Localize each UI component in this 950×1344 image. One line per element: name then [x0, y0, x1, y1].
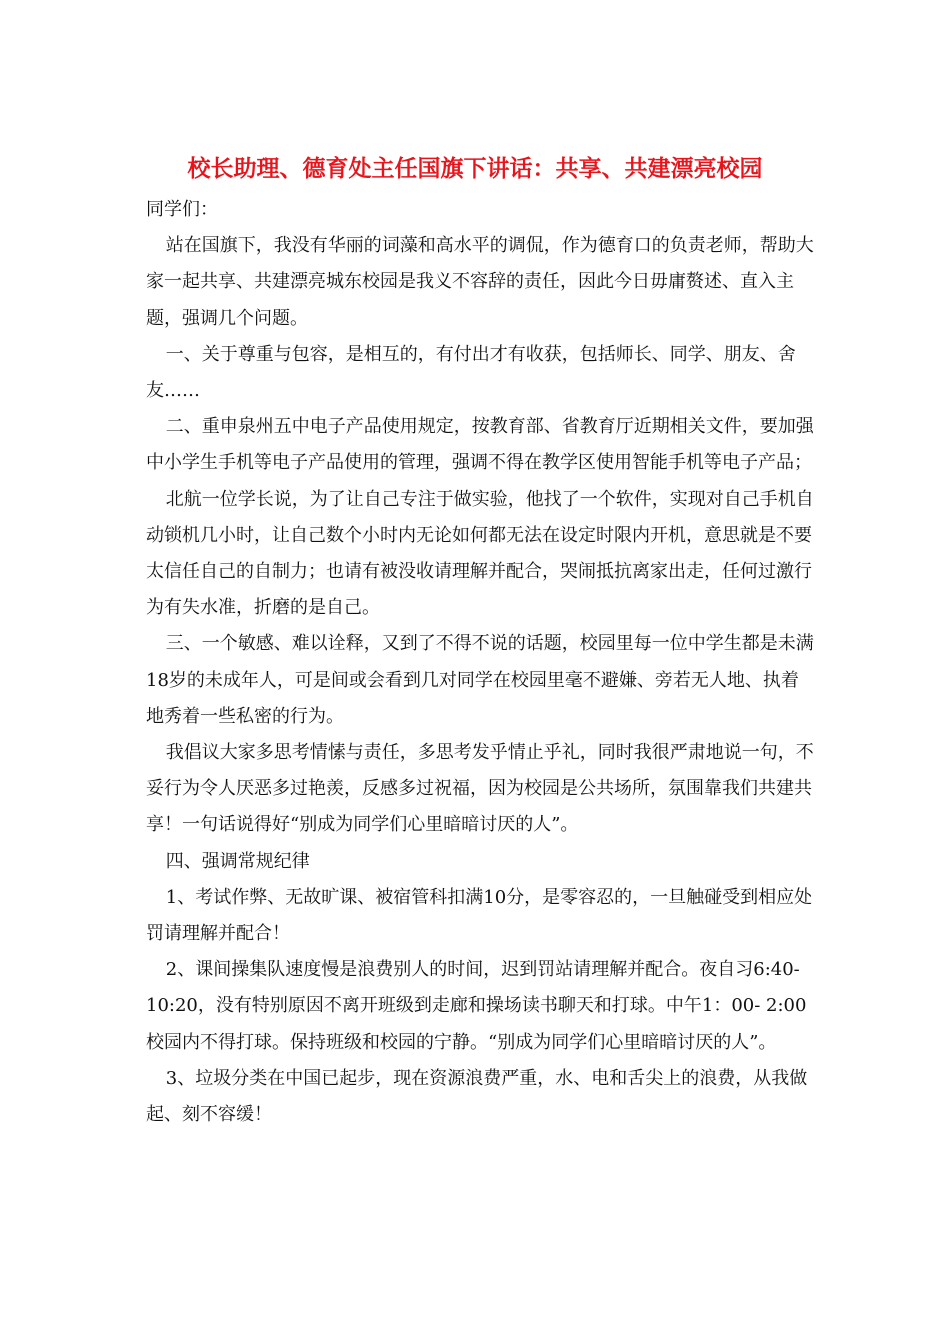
document-title: 校长助理、德育处主任国旗下讲话：共享、共建漂亮校园	[187, 155, 763, 182]
document-body	[146, 192, 816, 1133]
paragraph-rule-1: 1、考试作弊、无故旷课、被宿管科扣满10分，是零容忍的，一旦触碰受到相应处罚请理解并配合！	[146, 886, 813, 945]
paragraph-intro: 站在国旗下，我没有华丽的词藻和高水平的调侃，作为德育口的负责老师，帮助大家一起共享、共建漂亮城东校园是我义不容辞的责任，因此今日毋庸赘述、直入主题，强调几个问题。	[146, 235, 814, 329]
paragraph-point-1: 一、关于尊重与包容，是相互的，有付出才有收获，包括师长、同学、朋友、舍友……	[146, 343, 796, 402]
paragraph-point-3-proposal: 我倡议大家多思考情愫与责任，多思考发乎情止乎礼，同时我很严肃地说一句，不妥行为令人厌恶多过艳羡，反感多过祝福，因为校园是公共场所，氛围靠我们共建共享！一句话说得好“别成为同学们心里暗暗讨厌的人”。	[146, 742, 814, 836]
paragraph-rule-2: 2、课间操集队速度慢是浪费别人的时间，迟到罚站请理解并配合。夜自习6:40-10:20，没有特别原因不离开班级到走廊和操场读书聊天和打球。中午1：00- 2:00校园内不得打球。保持班级和校园的宁静。“别成为同学们心里暗暗讨厌的人”。	[146, 959, 807, 1053]
paragraph-point-4-heading: 四、强调常规纪律	[165, 850, 310, 872]
salutation: 同学们：	[146, 199, 218, 220]
paragraph-point-2: 二、重申泉州五中电子产品使用规定，按教育部、省教育厅近期相关文件，要加强中小学生手机等电子产品使用的管理，强调不得在教学区使用智能手机等电子产品；	[146, 416, 814, 474]
paragraph-point-3: 三、一个敏感、难以诠释，又到了不得不说的话题，校园里每一位中学生都是未满18岁的未成年人，可是间或会看到几对同学在校园里毫不避嫌、旁若无人地、执着地秀着一些私密的行为。	[146, 633, 814, 727]
paragraph-point-2-example: 北航一位学长说，为了让自己专注于做实验，他找了一个软件，实现对自己手机自动锁机几小时，让自己数个小时内无论如何都无法在设定时限内开机，意思就是不要太信任自己的自制力；也请有被没收请理解并配合，哭闹抵抗离家出走，任何过激行为有失水准，折磨的是自己。	[146, 488, 814, 619]
paragraph-rule-3: 3、垃圾分类在中国已起步，现在资源浪费严重，水、电和舌尖上的浪费，从我做起、刻不容缓！	[146, 1067, 808, 1126]
